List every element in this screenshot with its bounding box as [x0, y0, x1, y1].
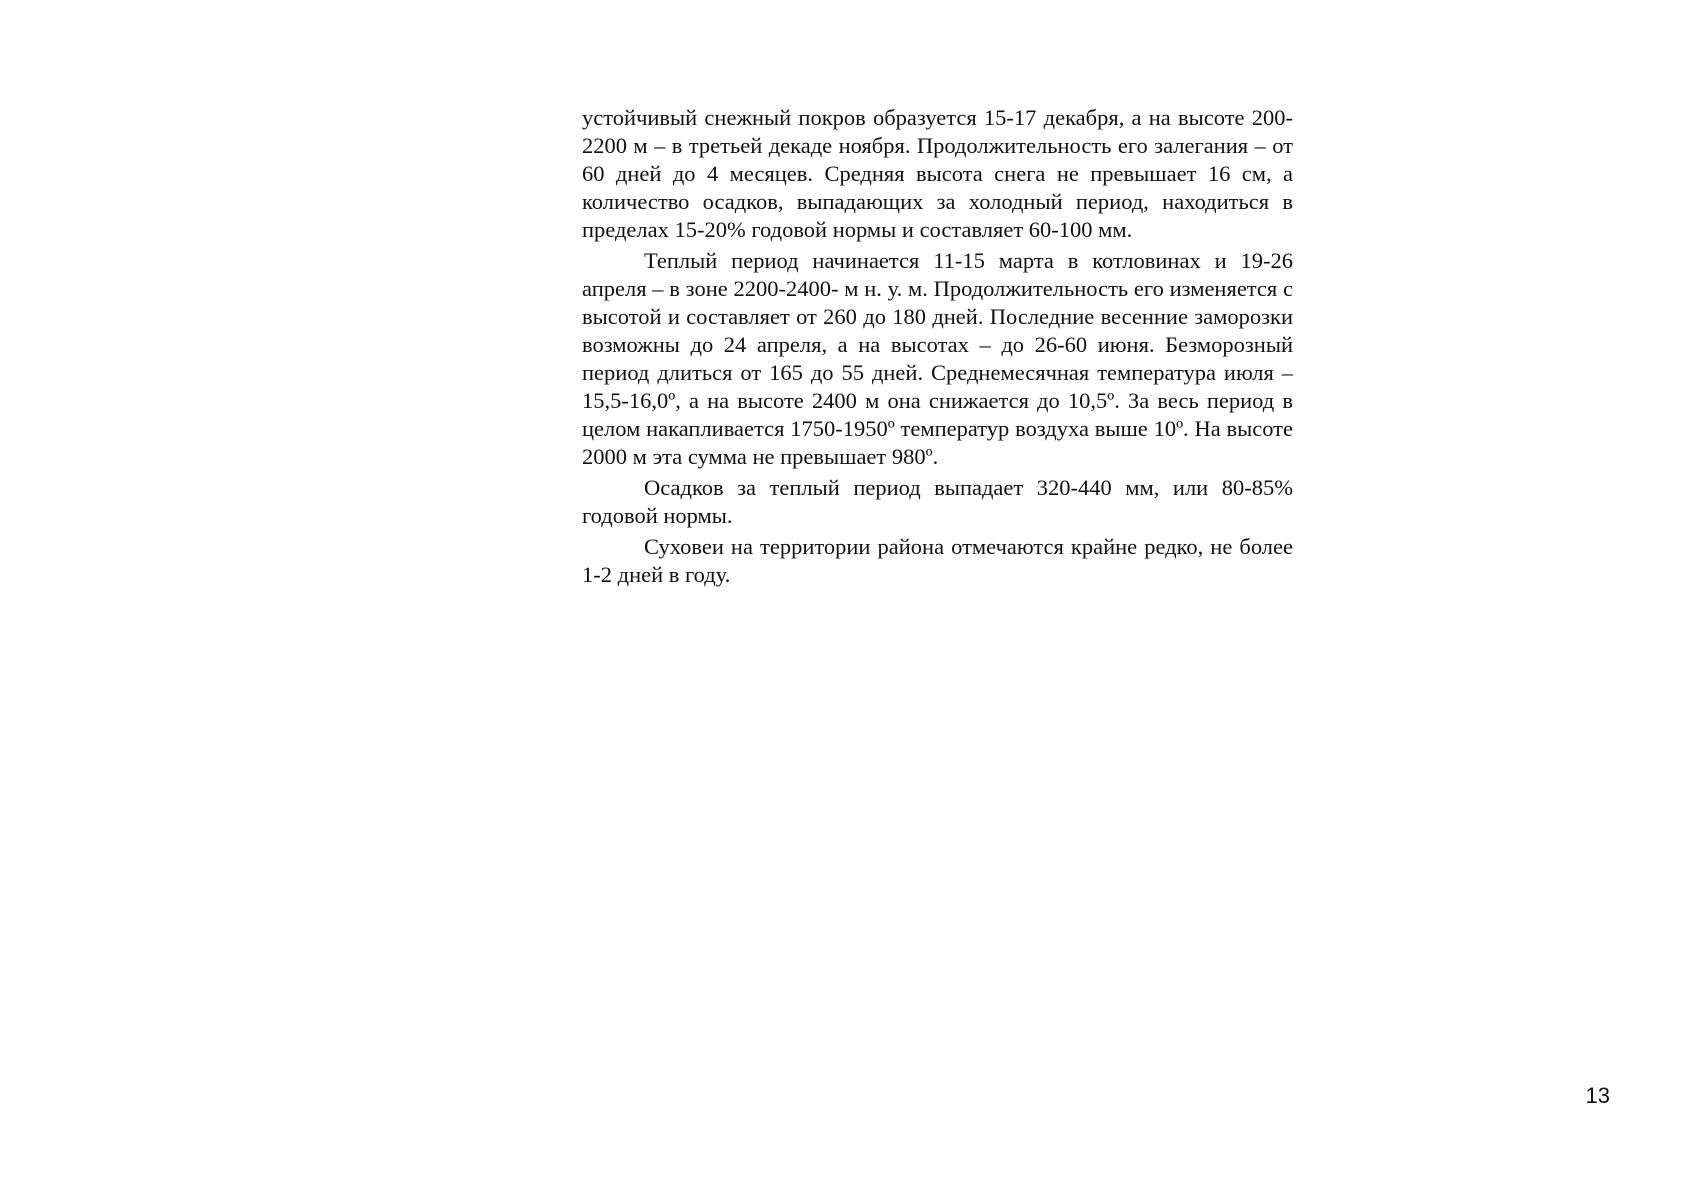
body-text: [582, 104, 1293, 592]
paragraph-precipitation: Осадков за теплый период выпадает 320-440 мм, или 80-85% годовой нормы.: [582, 475, 1293, 528]
page-number: 13: [1585, 1083, 1610, 1108]
paragraph-snow-cover: устойчивый снежный покров образуется 15-17 декабря, а на высоте 200-2200 м – в третьей декаде ноября. Продолжительность его залегания – от 60 дней до 4 месяцев. Средняя высота снега не превышает 16 см, а количество осадков, выпадающих за холодный период, находиться в пределах 15-20% годовой нормы и составляет 60-100 мм.: [582, 105, 1293, 242]
paragraph-dry-winds: Суховеи на территории района отмечаются крайне редко, не более 1-2 дней в году.: [582, 534, 1293, 587]
paragraph-warm-period: Теплый период начинается 11-15 марта в котловинах и 19-26 апреля – в зоне 2200-2400- м н. у. м. Продолжительность его изменяется с высотой и составляет от 260 до 180 дней. Последние весенние заморозки возможны до 24 апреля, а на высотах – до 26-60 июня. Безморозный период длиться от 165 до 55 дней. Среднемесячная температура июля –15,5-16,0º, а на высоте 2400 м она снижается до 10,5º. За весь период в целом накапливается 1750-1950º температур воздуха выше 10º. На высоте 2000 м эта сумма не превышает 980º.: [582, 248, 1293, 469]
